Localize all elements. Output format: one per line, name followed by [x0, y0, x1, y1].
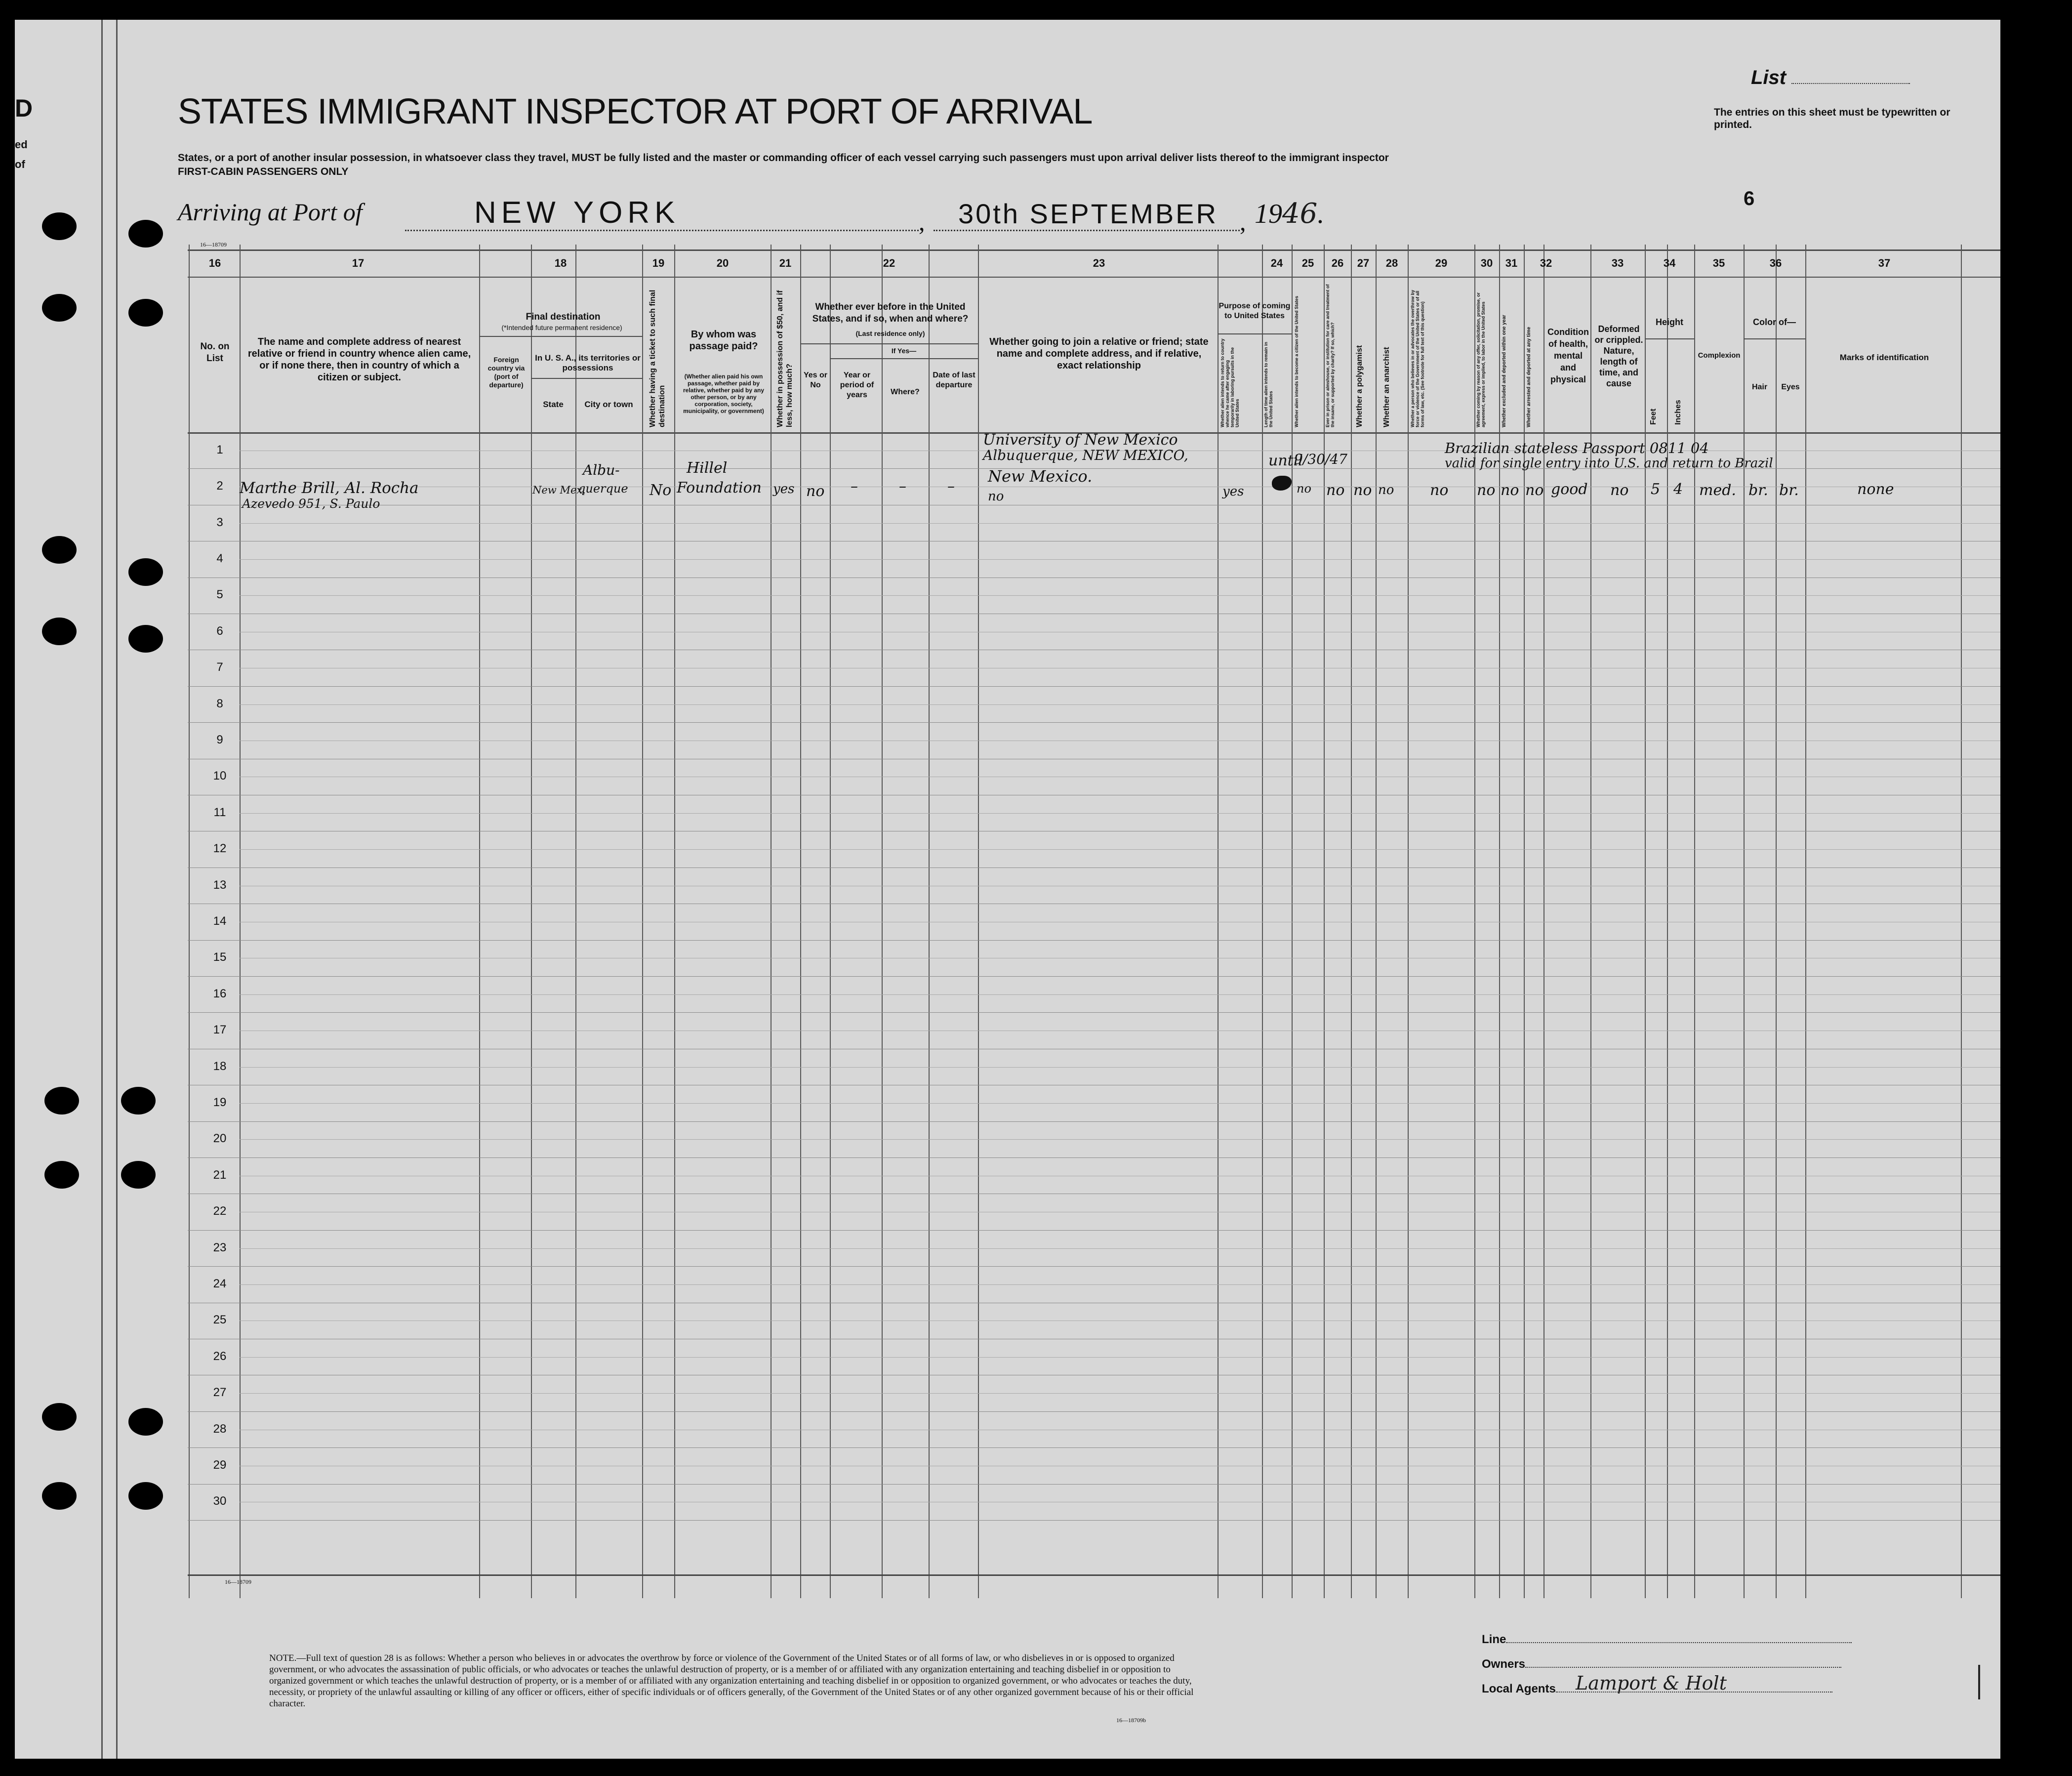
binder-hole — [42, 1403, 77, 1431]
form-code-grid: 16—18709 — [225, 1578, 251, 1585]
before-us-date: – — [947, 478, 955, 495]
header-intends-return: Whether alien intends to return to country whence he came after engaging temporarily in laboring pursuits in the United States — [1220, 338, 1240, 427]
row-number: 18 — [213, 1059, 227, 1073]
col-number: 19 — [652, 257, 665, 269]
col-number: 31 — [1505, 257, 1518, 269]
row-number: 29 — [213, 1458, 227, 1472]
header-anarchist: Whether an anarchist — [1382, 347, 1391, 427]
destination-state: New Mex. — [532, 484, 586, 496]
header-ever-before-us: Whether ever before in the United States, and if so, when and where? — [812, 302, 969, 324]
header-hair: Hair — [1751, 383, 1768, 391]
comma: , — [919, 208, 925, 236]
ink-blot — [1272, 476, 1292, 491]
state-city-divider — [531, 378, 642, 379]
height-inches-value: 4 — [1673, 481, 1683, 498]
row-number: 8 — [216, 697, 223, 710]
header-passage-paid-note: (Whether alien paid his own passage, whether paid by relative, whether paid by any other person, or by any corporation, society, municipality, or government) — [683, 373, 765, 414]
row-guide — [240, 849, 2000, 850]
row-number: 17 — [213, 1023, 227, 1037]
header-height: Height — [1656, 317, 1683, 327]
deported-value: no — [1525, 482, 1544, 499]
comma: , — [1240, 208, 1246, 236]
subhead-rule — [1218, 333, 1292, 334]
line-label: Line — [1482, 1633, 1506, 1646]
header-final-destination-note: (*Intended future permanent residence) — [501, 324, 622, 331]
before-us-where: – — [899, 478, 906, 495]
labor-offer-value: no — [1477, 482, 1496, 499]
header-where: Where? — [891, 388, 920, 396]
row-guide — [240, 1393, 2000, 1394]
excluded-value: no — [1501, 482, 1519, 499]
header-in-usa: In U. S. A., its territories or possessions — [535, 353, 641, 372]
row-guide — [240, 704, 2000, 705]
header-if-yes: If Yes— — [891, 347, 917, 355]
row-number: 16 — [213, 987, 227, 1000]
footer-line-field — [1482, 1633, 1852, 1647]
header-color-of: Color of— — [1753, 317, 1796, 327]
marks-value: none — [1857, 481, 1894, 498]
header-polygamist: Whether a polygamist — [1355, 345, 1364, 427]
header-health: Condition of health, mental and physical — [1547, 327, 1589, 384]
col-number: 35 — [1712, 257, 1725, 269]
row-number: 27 — [213, 1386, 227, 1400]
binder-hole — [42, 294, 77, 322]
intends-return-value: yes — [1222, 484, 1244, 499]
table-top-rule — [188, 249, 2000, 251]
header-subtitle: States, or a port of another insular possession, in whatsoever class they travel, MUST be fully listed and the master or commanding officer of each vessel carrying such passengers must upon arrival deliver lists thereof to the immigrant inspector — [178, 152, 1389, 164]
header-yes-or-no: Yes or No — [803, 371, 828, 389]
edge-fragment: ed — [15, 138, 28, 151]
ticket-value: No — [650, 482, 672, 499]
col-number: 17 — [352, 257, 365, 269]
row-number: 6 — [216, 624, 223, 638]
anarchist-value: no — [1378, 483, 1394, 497]
header-inches: Inches — [1674, 400, 1682, 425]
row-guide — [240, 559, 2000, 560]
header-nearest-relative: The name and complete address of nearest relative or friend in country whence alien came, or if none there, then in country of which a citizen or subject. — [247, 336, 471, 383]
owners-label: Owners — [1482, 1657, 1526, 1671]
col-number: 36 — [1769, 257, 1782, 269]
col-number: 37 — [1878, 257, 1891, 269]
col-number: 16 — [208, 257, 221, 269]
row-number: 15 — [213, 950, 227, 964]
relative-address-line2: Azevedo 951, S. Paulo — [242, 496, 380, 511]
year-prefix: 19 — [1255, 199, 1282, 229]
row-line — [188, 722, 2000, 723]
row-number: 25 — [213, 1313, 227, 1327]
arrival-year: 1946. — [1255, 198, 1325, 230]
col-number: 21 — [779, 257, 792, 269]
arrival-date: 30th SEPTEMBER — [958, 198, 1218, 229]
join-relative-line1: University of New Mexico — [983, 431, 1178, 449]
prison-value: no — [1326, 482, 1345, 499]
footer-note: NOTE.—Full text of question 28 is as follows: Whether a person who believes in or advocates the overthrow by force or violence of the Government of the United States or of all forms of law, or who disbelieves in or is opposed to organized government, or who advocates the assassination of public officials, or who advocates or teaches the unlawful destruction of property, or is a member of or affiliated with any organization entertaining and teaching disbelief in or opposition to organized government or which teaches the unlawful destruction of property, or is a member of or affiliated with any organization entertaining and teaching disbelief in or opposition to organized government, or who advocates or teaches the duty, necessity, or propriety of the unlawful assaulting or killing of any officer or officers, either of specific individuals or of officers generally, of the Government of the United States or of any other organized government because of his or their official character. — [269, 1653, 1194, 1709]
row-guide — [240, 1067, 2000, 1068]
row-guide — [240, 1139, 2000, 1140]
row-number: 28 — [213, 1422, 227, 1436]
row-number: 19 — [213, 1095, 227, 1109]
join-relative-line2: Albuquerque, NEW MEXICO, — [983, 447, 1188, 463]
join-relative-line3: New Mexico. — [988, 467, 1093, 486]
before-us-years: – — [851, 478, 858, 495]
header-labor-offer: Whether coming by reason of any offer, solicitation, promise, or agreement, express or implied, to labor in the United States — [1476, 292, 1486, 427]
col-number: 34 — [1663, 257, 1676, 269]
header-foreign-country: Foreign country via (port of departure) — [488, 356, 525, 389]
arrival-port: NEW YORK — [474, 196, 680, 230]
binder-hole — [128, 299, 163, 327]
binder-hole — [128, 625, 163, 653]
col-number: 20 — [716, 257, 729, 269]
row-number: 2 — [216, 479, 223, 493]
page-number: 6 — [1744, 188, 1755, 209]
year-suffix: 46 — [1282, 198, 1318, 230]
header-year-period: Year or period of years — [840, 371, 874, 399]
row-line — [188, 1266, 2000, 1267]
header-date-last-departure: Date of last departure — [933, 371, 975, 389]
footer-form-code: 16—18709b — [1116, 1717, 1146, 1724]
row-line — [188, 1012, 2000, 1013]
header-length-stay: Length of time alien intends to remain in the United States — [1263, 341, 1273, 427]
citizen-value: no — [1297, 482, 1311, 496]
overthrow-value: no — [1430, 482, 1449, 499]
polygamist-value: no — [1353, 482, 1372, 499]
binder-hole — [128, 220, 163, 248]
header-become-citizen: Whether alien intends to become a citizen of the United States — [1294, 295, 1299, 427]
class-line: FIRST-CABIN PASSENGERS ONLY — [178, 166, 349, 177]
row-number: 14 — [213, 914, 227, 928]
header-marks: Marks of identification — [1839, 353, 1929, 362]
row-guide — [240, 1357, 2000, 1358]
col-number: 25 — [1301, 257, 1314, 269]
header-prison: Ever in prison or almshouse, or institution for care and treatment of the insane, or supported by charity? If so, which? — [1325, 284, 1335, 427]
col-number: 26 — [1331, 257, 1344, 269]
length-stay-date: 9/30/47 — [1294, 451, 1347, 467]
row-line — [188, 1121, 2000, 1122]
row-guide — [240, 595, 2000, 596]
header-ticket: Whether having a ticket to such final destination — [649, 289, 666, 427]
row-guide — [240, 523, 2000, 524]
relative-address-line1: Marthe Brill, Al. Rocha — [240, 479, 419, 497]
row-number: 7 — [216, 661, 223, 674]
row-number: 13 — [213, 878, 227, 892]
row-number: 24 — [213, 1277, 227, 1290]
arriving-line — [178, 198, 363, 226]
col-number: 29 — [1435, 257, 1448, 269]
col-number: 32 — [1540, 257, 1552, 269]
row-number: 1 — [216, 443, 223, 456]
binder-hole — [44, 1161, 79, 1189]
footer-owners-field — [1482, 1657, 1841, 1671]
before-us-value: no — [806, 483, 825, 500]
row-line — [188, 1484, 2000, 1485]
col-number: 28 — [1385, 257, 1398, 269]
binder-hole — [128, 1408, 163, 1436]
header-excluded: Whether excluded and deported within one year — [1502, 315, 1507, 427]
hair-value: br. — [1748, 482, 1768, 499]
row-number: 12 — [213, 842, 227, 856]
edge-fragment: of — [15, 158, 25, 170]
col-number: 24 — [1270, 257, 1283, 269]
row-line — [188, 940, 2000, 941]
edge-fragment-large: D — [15, 94, 33, 122]
page-title: STATES IMMIGRANT INSPECTOR AT PORT OF ARRIVAL — [178, 92, 1093, 131]
subhead-rule — [1744, 338, 1805, 339]
binder-hole — [42, 1482, 77, 1510]
owners-blank — [1525, 1667, 1841, 1668]
col-number: 33 — [1611, 257, 1624, 269]
binder-hole — [128, 558, 163, 586]
binder-hole — [42, 618, 77, 645]
table-bottom-rule — [188, 1574, 2000, 1576]
row-line — [188, 686, 2000, 687]
list-note: The entries on this sheet must be typewritten or printed. — [1714, 107, 1950, 130]
row-guide — [240, 994, 2000, 995]
row-line — [188, 1447, 2000, 1448]
length-stay-value: until — [1268, 452, 1303, 469]
fold-line — [116, 20, 118, 1759]
header-no-on-list: No. on List — [200, 341, 230, 364]
row-line — [188, 1411, 2000, 1412]
row-guide — [240, 1103, 2000, 1104]
destination-city-line2: querque — [578, 482, 628, 496]
binder-hole — [121, 1161, 156, 1189]
header-city: City or town — [584, 400, 633, 409]
row-number: 30 — [213, 1494, 227, 1508]
header-state: State — [543, 400, 564, 409]
binder-hole — [128, 1482, 163, 1510]
height-feet-value: 5 — [1651, 481, 1661, 498]
col-number: 27 — [1357, 257, 1370, 269]
header-overthrow: Whether a person who believes in or advocates the overthrow by force or violence of the Government of the United States or of all forms of law, etc. (See footnote for full text of this question) — [1410, 289, 1425, 427]
row-line — [188, 1230, 2000, 1231]
header-deported: Whether arrested and deported at any time — [1526, 327, 1532, 427]
health-value: good — [1551, 481, 1588, 498]
fifty-dollars-value: yes — [773, 482, 795, 496]
header-fifty-dollars: Whether in possession of $50, and if less, how much? — [776, 290, 794, 427]
col-number: 18 — [554, 257, 567, 269]
eyes-value: br. — [1779, 482, 1799, 499]
binder-hole — [121, 1087, 156, 1115]
deformed-value: no — [1610, 482, 1629, 499]
row-line — [188, 976, 2000, 977]
row-line — [188, 1157, 2000, 1158]
header-purpose: Purpose of coming to United States — [1219, 302, 1291, 320]
local-agents-value: Lamport & Holt — [1576, 1672, 1727, 1694]
join-relative-line4: no — [988, 489, 1004, 504]
row-number: 9 — [216, 733, 223, 746]
row-number: 26 — [213, 1349, 227, 1363]
arriving-label: Arriving at Port of — [178, 198, 363, 226]
row-number: 22 — [213, 1204, 227, 1218]
header-complexion: Complexion — [1698, 351, 1741, 360]
manifest-table — [188, 245, 2000, 1598]
manifest-sheet — [15, 20, 2000, 1759]
row-number: 23 — [213, 1240, 227, 1254]
header-feet: Feet — [1649, 409, 1658, 425]
row-line — [188, 867, 2000, 868]
row-guide — [240, 1248, 2000, 1249]
agents-label: Local Agents — [1482, 1682, 1556, 1695]
subhead-rule — [479, 336, 642, 337]
header-last-residence: (Last residence only) — [855, 330, 925, 337]
header-final-destination: Final destination — [526, 312, 601, 322]
row-guide — [240, 1284, 2000, 1285]
right-edge-mark — [1978, 1665, 1980, 1699]
header-passage-paid: By whom was passage paid? — [689, 329, 758, 352]
passage-paid-line2: Foundation — [677, 479, 762, 496]
line-blank — [1506, 1642, 1852, 1643]
row-number: 3 — [216, 515, 223, 529]
row-number: 20 — [213, 1132, 227, 1146]
header-join-relative: Whether going to join a relative or friend; state name and complete address, and if relative, exact relationship — [989, 336, 1209, 371]
colnum-rule — [188, 277, 2000, 278]
passage-paid-line1: Hillel — [687, 459, 728, 477]
subhead-rule — [830, 358, 978, 359]
row-number: 10 — [213, 769, 227, 783]
passport-note-line2: valid for single entry into U.S. and return to Brazil — [1445, 456, 1773, 471]
form-code-top: 16—18709 — [200, 241, 227, 248]
list-label-text: List — [1751, 67, 1787, 88]
complexion-value: med. — [1699, 482, 1736, 499]
header-eyes: Eyes — [1781, 383, 1800, 391]
subhead-rule — [800, 343, 978, 344]
col-number: 30 — [1480, 257, 1493, 269]
binder-hole — [44, 1087, 79, 1115]
list-blank — [1791, 83, 1910, 84]
row-number: 11 — [213, 805, 226, 819]
subhead-rule — [1645, 338, 1694, 339]
passport-note-line1: Brazilian stateless Passport 0811 04 — [1445, 440, 1709, 456]
col-number: 23 — [1093, 257, 1105, 269]
row-line — [188, 1520, 2000, 1521]
fold-line — [101, 20, 103, 1759]
header-deformed: Deformed or crippled. Nature, length of time, and cause — [1594, 324, 1643, 388]
arriving-date-blank — [934, 230, 1240, 231]
row-guide — [240, 813, 2000, 814]
row-number: 21 — [213, 1168, 227, 1182]
col-divider — [189, 245, 190, 1598]
row-number: 4 — [216, 551, 223, 565]
binder-hole — [42, 536, 77, 564]
col-number: 22 — [883, 257, 895, 269]
list-label — [1751, 67, 1910, 89]
binder-hole — [42, 212, 77, 240]
row-number: 5 — [216, 588, 223, 602]
destination-city-line1: Albu- — [583, 462, 620, 478]
